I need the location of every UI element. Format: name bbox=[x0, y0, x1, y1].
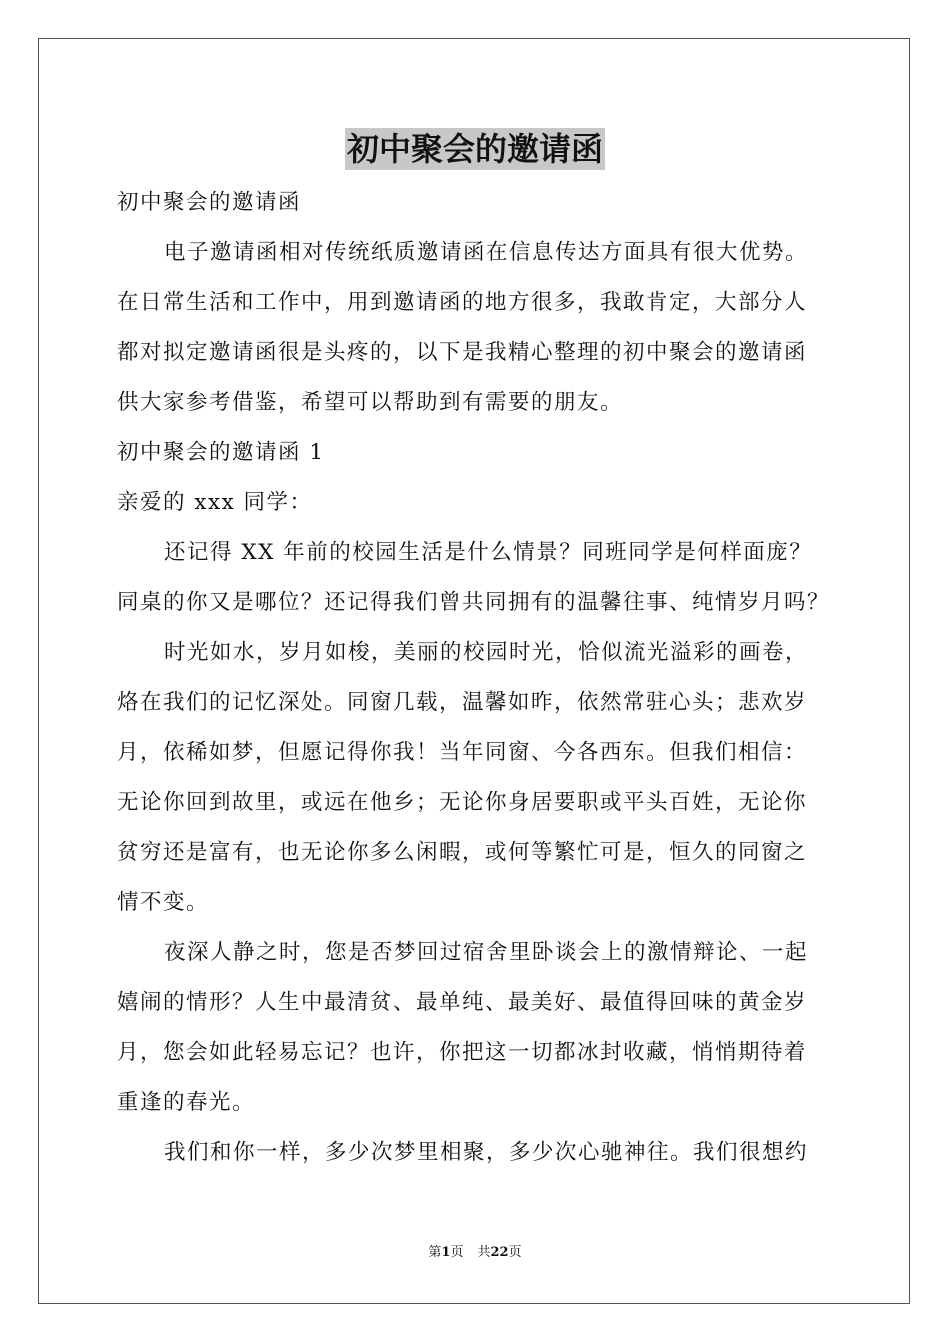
text-line: 初中聚会的邀请函 1 bbox=[117, 440, 325, 465]
text-line: 还记得 XX 年前的校园生活是什么情景？同班同学是何样面庞？ bbox=[164, 540, 813, 565]
total-prefix: 共 bbox=[477, 1245, 491, 1260]
text-line: 都对拟定邀请函很是头疼的，以下是我精心整理的初中聚会的邀请函 bbox=[117, 340, 808, 365]
text-line: 初中聚会的邀请函 bbox=[117, 190, 302, 215]
page-number: 1 bbox=[441, 1245, 451, 1260]
text-line: 烙在我们的记忆深处。同窗几载，温馨如昨，依然常驻心头；悲欢岁 bbox=[117, 690, 808, 715]
page-prefix: 第 bbox=[428, 1245, 442, 1260]
page-footer bbox=[0, 1244, 950, 1262]
page-suffix: 页 bbox=[450, 1245, 464, 1260]
text-line: 夜深人静之时，您是否梦回过宿舍里卧谈会上的激情辩论、一起 bbox=[164, 940, 809, 965]
text-line: 亲爱的 xxx 同学： bbox=[117, 490, 313, 515]
text-line: 月，依稀如梦，但愿记得你我！当年同窗、今各西东。但我们相信： bbox=[117, 740, 808, 765]
total-suffix: 页 bbox=[508, 1245, 522, 1260]
text-line: 情不变。 bbox=[117, 890, 210, 915]
text-line: 在日常生活和工作中，用到邀请函的地方很多，我敢肯定，大部分人 bbox=[117, 290, 808, 315]
text-line: 时光如水，岁月如梭，美丽的校园时光，恰似流光溢彩的画卷， bbox=[164, 640, 809, 665]
text-line: 电子邀请函相对传统纸质邀请函在信息传达方面具有很大优势。 bbox=[164, 240, 809, 265]
text-line: 我们和你一样，多少次梦里相聚，多少次心驰神往。我们很想约 bbox=[164, 1140, 809, 1165]
text-line: 嬉闹的情形？人生中最清贫、最单纯、最美好、最值得回味的黄金岁 bbox=[117, 990, 808, 1015]
text-line: 月，您会如此轻易忘记？也许，你把这一切都冰封收藏，悄悄期待着 bbox=[117, 1040, 808, 1065]
text-line: 同桌的你又是哪位？还记得我们曾共同拥有的温馨往事、纯情岁月吗？ bbox=[117, 590, 831, 615]
title-container bbox=[0, 128, 950, 170]
text-line: 贫穷还是富有，也无论你多么闲暇，或何等繁忙可是，恒久的同窗之 bbox=[117, 840, 808, 865]
text-line: 供大家参考借鉴，希望可以帮助到有需要的朋友。 bbox=[117, 390, 624, 415]
text-line: 重逢的春光。 bbox=[117, 1090, 256, 1115]
page-total: 22 bbox=[490, 1245, 509, 1260]
text-line: 无论你回到故里，或远在他乡；无论你身居要职或平头百姓，无论你 bbox=[117, 790, 808, 815]
document-title: 初中聚会的邀请函 bbox=[346, 130, 603, 168]
document-body bbox=[117, 178, 833, 1178]
